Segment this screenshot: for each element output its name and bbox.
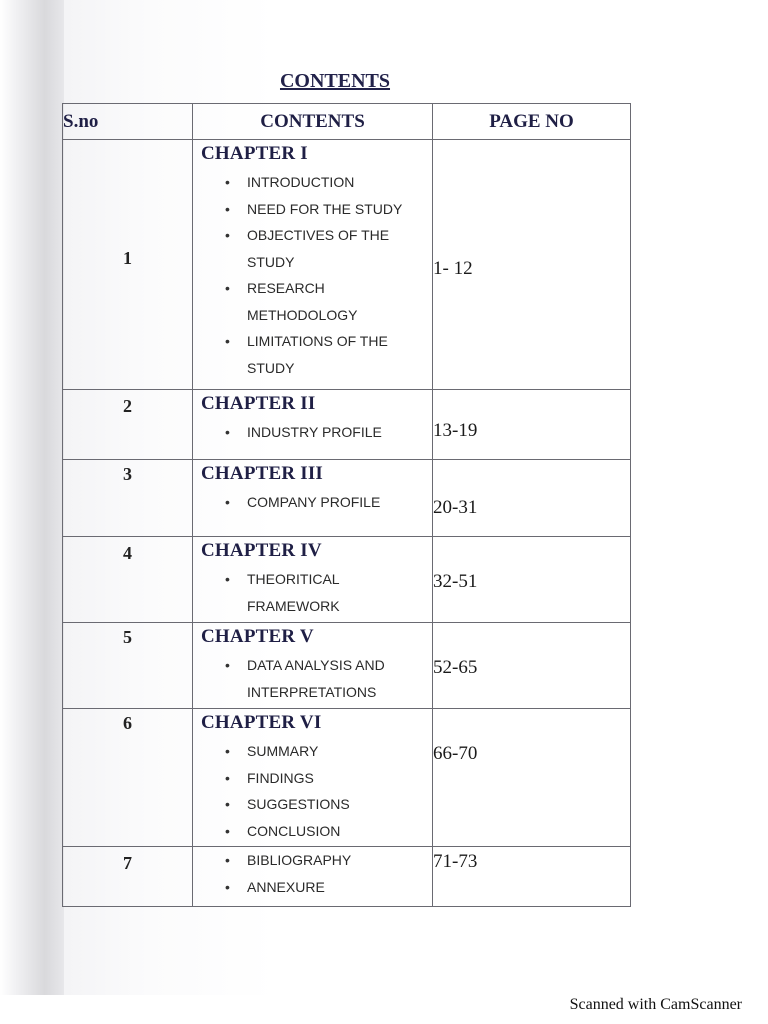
page-range: 52-65 bbox=[433, 623, 631, 709]
page-range: 71-73 bbox=[433, 847, 631, 907]
chapter-cell bbox=[193, 537, 433, 623]
header-contents: CONTENTS bbox=[193, 104, 433, 140]
list-item: • FINDINGS bbox=[225, 765, 432, 792]
list-item: • ANNEXURE bbox=[225, 874, 432, 901]
list-item: • DATA ANALYSIS AND INTERPRETATIONS bbox=[225, 652, 432, 705]
serial-number: 6 bbox=[63, 709, 193, 847]
header-page-no: PAGE NO bbox=[433, 104, 631, 140]
scanner-watermark: Scanned with CamScanner bbox=[569, 996, 742, 1013]
chapter-items-list bbox=[193, 652, 432, 705]
table-row bbox=[63, 709, 631, 847]
table-row bbox=[63, 140, 631, 390]
table-row bbox=[63, 460, 631, 537]
chapter-items-list bbox=[193, 847, 432, 900]
chapter-items-list bbox=[193, 566, 432, 619]
contents-table bbox=[62, 103, 631, 907]
chapter-cell bbox=[193, 623, 433, 709]
chapter-title: CHAPTER V bbox=[201, 626, 314, 647]
list-item: • RESEARCH METHODOLOGY bbox=[225, 275, 432, 328]
serial-number: 7 bbox=[63, 847, 193, 907]
serial-number: 3 bbox=[63, 460, 193, 537]
page-range: 66-70 bbox=[433, 709, 631, 847]
list-item: • LIMITATIONS OF THE STUDY bbox=[225, 328, 432, 381]
chapter-title: CHAPTER VI bbox=[201, 712, 322, 733]
header-sno: S.no bbox=[63, 104, 193, 140]
chapter-items-list bbox=[193, 419, 432, 446]
chapter-cell bbox=[193, 709, 433, 847]
serial-number: 2 bbox=[63, 390, 193, 460]
list-item: • OBJECTIVES OF THE STUDY bbox=[225, 222, 432, 275]
contents-table-body bbox=[63, 140, 631, 907]
serial-number: 5 bbox=[63, 623, 193, 709]
table-row bbox=[63, 390, 631, 460]
table-header-row bbox=[63, 104, 631, 140]
list-item: • COMPANY PROFILE bbox=[225, 489, 432, 516]
chapter-title: CHAPTER II bbox=[201, 393, 316, 414]
chapter-cell bbox=[193, 390, 433, 460]
chapter-title: CHAPTER IV bbox=[201, 540, 322, 561]
list-item: • CONCLUSION bbox=[225, 818, 432, 845]
table-row bbox=[63, 537, 631, 623]
chapter-cell bbox=[193, 460, 433, 537]
list-item: • INDUSTRY PROFILE bbox=[225, 419, 432, 446]
list-item: • THEORITICAL FRAMEWORK bbox=[225, 566, 432, 619]
page-range: 1- 12 bbox=[433, 140, 631, 390]
list-item: • BIBLIOGRAPHY bbox=[225, 847, 432, 874]
table-row bbox=[63, 623, 631, 709]
chapter-items-list bbox=[193, 489, 432, 516]
list-item: • INTRODUCTION bbox=[225, 169, 432, 196]
scan-edge-shadow bbox=[0, 0, 64, 1024]
page-range: 32-51 bbox=[433, 537, 631, 623]
chapter-cell bbox=[193, 140, 433, 390]
chapter-title: CHAPTER I bbox=[201, 143, 308, 164]
chapter-items-list bbox=[193, 169, 432, 381]
list-item: • SUMMARY bbox=[225, 738, 432, 765]
chapter-title: CHAPTER III bbox=[201, 463, 324, 484]
page-range: 20-31 bbox=[433, 460, 631, 537]
list-item: • SUGGESTIONS bbox=[225, 791, 432, 818]
serial-number: 1 bbox=[63, 140, 193, 390]
chapter-items-list bbox=[193, 738, 432, 844]
chapter-cell bbox=[193, 847, 433, 907]
list-item: • NEED FOR THE STUDY bbox=[225, 196, 432, 223]
serial-number: 4 bbox=[63, 537, 193, 623]
page-title: CONTENTS bbox=[279, 70, 391, 92]
page-range: 13-19 bbox=[433, 390, 631, 460]
table-row bbox=[63, 847, 631, 907]
